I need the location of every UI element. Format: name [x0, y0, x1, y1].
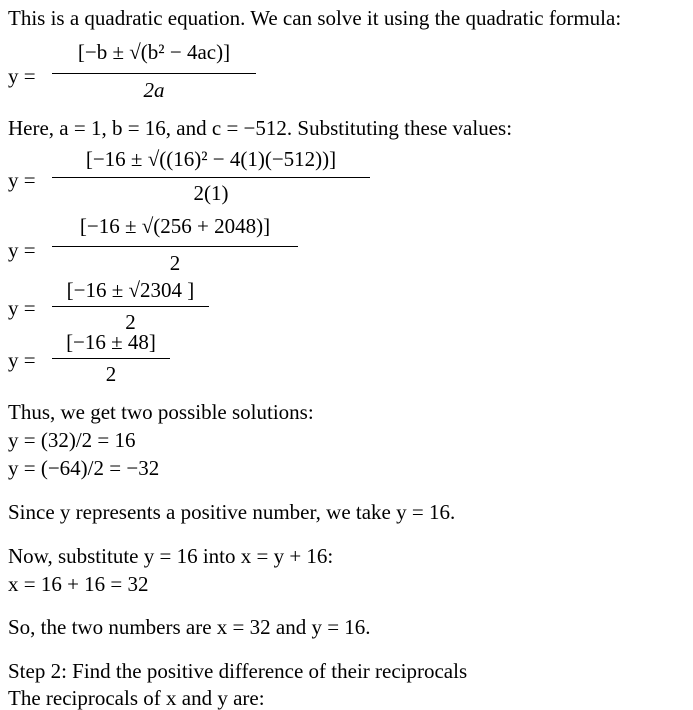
formula-denominator: 2a	[143, 78, 165, 102]
solutions-intro: Thus, we get two possible solutions:	[8, 400, 314, 424]
step-4-denominator: 2	[105, 362, 117, 386]
conclusion-text: So, the two numbers are x = 32 and y = 16.	[8, 615, 371, 639]
solution-2: y = (−64)/2 = −32	[8, 456, 160, 480]
formula-lhs: y =	[8, 64, 36, 88]
step-1-lhs: y =	[8, 168, 36, 192]
formula-numerator: [−b ± √(b² − 4ac)]	[77, 40, 231, 64]
coefficients-text: Here, a = 1, b = 16, and c = −512. Substituting these values:	[8, 116, 513, 140]
step-1-fraction-bar	[52, 177, 370, 178]
step-2-numerator: [−16 ± √(256 + 2048)]	[79, 214, 271, 238]
substitute-text: Now, substitute y = 16 into x = y + 16:	[8, 544, 334, 568]
step-2-denominator: 2	[169, 251, 181, 275]
step-2-fraction-bar	[52, 246, 298, 247]
step-3-lhs: y =	[8, 296, 36, 320]
step-2-lhs: y =	[8, 238, 36, 262]
formula-fraction-bar	[52, 73, 256, 74]
step-3-fraction-bar	[52, 306, 209, 307]
solution-1: y = (32)/2 = 16	[8, 428, 136, 452]
reciprocals-intro: The reciprocals of x and y are:	[8, 686, 265, 710]
step-4-numerator: [−16 ± 48]	[66, 330, 156, 354]
x-result: x = 16 + 16 = 32	[8, 572, 149, 596]
intro-text: This is a quadratic equation. We can solve it using the quadratic formula:	[8, 6, 622, 30]
positive-choice-text: Since y represents a positive number, we take y = 16.	[8, 500, 456, 524]
step-3-denominator: 2	[125, 310, 136, 334]
step2-heading: Step 2: Find the positive difference of their reciprocals	[8, 659, 468, 683]
step-3-numerator: [−16 ± √2304 ]	[66, 278, 195, 302]
step-4-lhs: y =	[8, 348, 36, 372]
step-1-denominator: 2(1)	[193, 181, 229, 205]
step-4-fraction-bar	[52, 358, 170, 359]
step-1-numerator: [−16 ± √((16)² − 4(1)(−512))]	[85, 147, 337, 171]
